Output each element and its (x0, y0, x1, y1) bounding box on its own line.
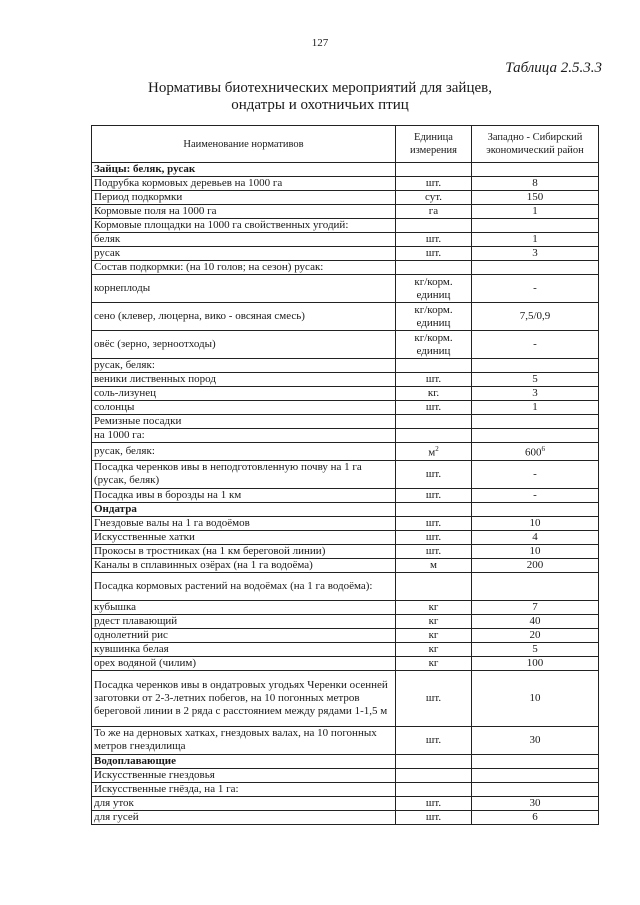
cell-value-sup: 6 (541, 445, 545, 453)
cell-unit (396, 163, 472, 177)
cell-value-text: 40 (529, 614, 541, 627)
cell-name: Зайцы: беляк, русак (92, 163, 396, 177)
cell-value (472, 219, 599, 233)
cell-value (472, 796, 599, 810)
table-row (92, 303, 599, 331)
table-row (92, 401, 599, 415)
table-row (92, 177, 599, 191)
cell-name: Посадка ивы в борозды на 1 км (92, 488, 396, 502)
section-row (92, 754, 599, 768)
cell-value-text: 7 (532, 600, 538, 613)
cell-value-text: 1 (532, 233, 538, 245)
table-row (92, 415, 599, 429)
table-row (92, 726, 599, 754)
table-row (92, 247, 599, 261)
cell-unit-text: м (430, 558, 437, 571)
cell-unit-text: шт. (425, 488, 442, 501)
cell-value (472, 754, 599, 768)
cell-unit-text: шт. (425, 544, 442, 557)
cell-value (472, 782, 599, 796)
cell-unit-text: кг. (427, 387, 440, 399)
table-row (92, 656, 599, 670)
cell-unit-text: шт. (425, 467, 442, 480)
cell-value (472, 670, 599, 726)
cell-unit (396, 233, 472, 247)
table-body (92, 163, 599, 825)
table-row (92, 261, 599, 275)
table-row (92, 782, 599, 796)
cell-unit (396, 401, 472, 415)
cell-value (472, 600, 599, 614)
cell-name: Искусственные гнездовья (92, 768, 396, 782)
cell-value (472, 460, 599, 488)
table-title (0, 80, 640, 114)
cell-unit (396, 782, 472, 796)
cell-unit-text: кг/корм. единиц (414, 331, 453, 357)
cell-value-text: 5 (532, 373, 538, 385)
cell-unit (396, 628, 472, 642)
cell-value-text: - (533, 488, 537, 501)
cell-unit (396, 247, 472, 261)
table-row (92, 530, 599, 544)
cell-value-text: 8 (532, 177, 538, 189)
cell-unit (396, 275, 472, 303)
cell-unit (396, 359, 472, 373)
cell-name: сено (клевер, люцерна, вико - овсяная смесь) (92, 303, 396, 331)
cell-value-text: 4 (532, 530, 538, 543)
cell-unit-text: кг (428, 656, 439, 669)
cell-value-text: 3 (532, 247, 538, 259)
table-row (92, 558, 599, 572)
cell-value (472, 275, 599, 303)
cell-unit-text: кг (428, 600, 439, 613)
cell-unit-text: кг/корм. единиц (414, 303, 453, 329)
cell-value-text: - (533, 467, 537, 480)
cell-value-text: 20 (529, 628, 541, 641)
cell-unit (396, 600, 472, 614)
cell-value (472, 205, 599, 219)
cell-name: Водоплавающие (92, 754, 396, 768)
cell-name: Каналы в сплавинных озёрах (на 1 га водоёма) (92, 558, 396, 572)
cell-name: для гусей (92, 810, 396, 824)
cell-value (472, 614, 599, 628)
table-row (92, 443, 599, 461)
table-row (92, 191, 599, 205)
cell-name: для уток (92, 796, 396, 810)
header-unit: Единица измерения (396, 126, 472, 163)
cell-unit-text: шт. (425, 177, 442, 189)
cell-value (472, 303, 599, 331)
cell-name: русак (92, 247, 396, 261)
cell-unit-text: кг (428, 642, 439, 655)
section-row (92, 502, 599, 516)
cell-unit-text: шт. (425, 401, 442, 413)
cell-name: Гнездовые валы на 1 га водоёмов (92, 516, 396, 530)
cell-value (472, 177, 599, 191)
cell-unit-text: шт. (425, 373, 442, 385)
cell-name: орех водяной (чилим) (92, 656, 396, 670)
cell-unit (396, 177, 472, 191)
cell-name: овёс (зерно, зерноотходы) (92, 331, 396, 359)
table-row (92, 810, 599, 824)
cell-value-text: 7,5/0,9 (519, 310, 551, 322)
cell-unit-text: га (428, 205, 439, 217)
cell-name: Посадка кормовых растений на водоёмах (на 1 га водоёма): (92, 572, 396, 600)
table-row (92, 544, 599, 558)
cell-value-text: 5 (532, 642, 538, 655)
cell-name: Прокосы в тростниках (на 1 км береговой линии) (92, 544, 396, 558)
cell-unit (396, 373, 472, 387)
cell-unit (396, 796, 472, 810)
page-number: 127 (311, 37, 329, 49)
cell-unit-text: шт. (425, 233, 442, 245)
cell-name: соль-лизунец (92, 387, 396, 401)
cell-value (472, 558, 599, 572)
cell-name: беляк (92, 233, 396, 247)
cell-unit-text: кг (428, 614, 439, 627)
cell-unit (396, 516, 472, 530)
table-row (92, 670, 599, 726)
header-value: Западно - Сибирский экономический район (472, 126, 599, 163)
cell-name: Посадка черенков ивы в ондатровых угодьях Черенки осенней заготовки от 2-3-летних побегов, на 10 погонных метров береговой линии в 2 ряда с расстоянием между рядами 1-1,5 м (92, 670, 396, 726)
cell-name: солонцы (92, 401, 396, 415)
cell-name: Состав подкормки: (на 10 голов; на сезон) русак: (92, 261, 396, 275)
cell-value (472, 502, 599, 516)
cell-unit (396, 530, 472, 544)
table-row (92, 600, 599, 614)
cell-name: кубышка (92, 600, 396, 614)
cell-value (472, 401, 599, 415)
cell-value-text: 150 (526, 191, 544, 203)
cell-name: Подрубка кормовых деревьев на 1000 га (92, 177, 396, 191)
cell-unit-text: шт. (425, 691, 442, 704)
table-row (92, 614, 599, 628)
cell-value-text: 3 (532, 387, 538, 399)
cell-value (472, 572, 599, 600)
table-row (92, 642, 599, 656)
cell-unit-text: шт. (425, 810, 442, 823)
cell-value (472, 516, 599, 530)
cell-name: русак, беляк: (92, 443, 396, 461)
cell-name: Кормовые поля на 1000 га (92, 205, 396, 219)
cell-value-text: 30 (529, 733, 541, 746)
cell-value (472, 359, 599, 373)
table-row (92, 768, 599, 782)
cell-name: Период подкормки (92, 191, 396, 205)
title-line-2: ондатры и охотничьих птиц (231, 97, 409, 113)
cell-value-text: 600 (525, 446, 542, 459)
cell-unit (396, 754, 472, 768)
cell-name: русак, беляк: (92, 359, 396, 373)
cell-unit (396, 670, 472, 726)
table-row (92, 387, 599, 401)
table-id: Таблица 2.5.3.3 (505, 60, 602, 76)
cell-unit (396, 191, 472, 205)
cell-value (472, 261, 599, 275)
cell-value (472, 726, 599, 754)
table-row (92, 373, 599, 387)
cell-value (472, 810, 599, 824)
cell-unit (396, 205, 472, 219)
cell-value (472, 233, 599, 247)
cell-value-text: 10 (529, 544, 541, 557)
cell-name: корнеплоды (92, 275, 396, 303)
cell-value-text: 30 (529, 796, 541, 809)
cell-unit (396, 572, 472, 600)
norms-table (91, 125, 599, 825)
cell-value-text: 200 (526, 558, 544, 571)
table-row (92, 331, 599, 359)
cell-unit (396, 488, 472, 502)
cell-name: рдест плавающий (92, 614, 396, 628)
cell-value-text: 6 (532, 810, 538, 823)
table-row (92, 275, 599, 303)
table-row (92, 572, 599, 600)
cell-value (472, 191, 599, 205)
cell-name: Ондатра (92, 502, 396, 516)
cell-name: на 1000 га: (92, 429, 396, 443)
cell-name: веники лиственных пород (92, 373, 396, 387)
cell-value (472, 429, 599, 443)
cell-name: Ремизные посадки (92, 415, 396, 429)
cell-value (472, 163, 599, 177)
cell-unit (396, 502, 472, 516)
cell-value (472, 544, 599, 558)
cell-name: однолетний рис (92, 628, 396, 642)
cell-unit (396, 558, 472, 572)
cell-unit-text: м (428, 446, 436, 459)
cell-unit (396, 642, 472, 656)
cell-value (472, 331, 599, 359)
cell-unit-text: шт. (425, 516, 442, 529)
cell-unit (396, 768, 472, 782)
cell-name: кувшинка белая (92, 642, 396, 656)
cell-unit (396, 656, 472, 670)
cell-value-text: - (533, 338, 537, 350)
table-row (92, 460, 599, 488)
cell-value-text: 1 (532, 401, 538, 413)
cell-unit (396, 415, 472, 429)
cell-unit-text: кг/корм. единиц (414, 275, 453, 301)
cell-unit (396, 331, 472, 359)
cell-unit (396, 460, 472, 488)
cell-name: Посадка черенков ивы в неподготовленную почву на 1 га (русак, беляк) (92, 460, 396, 488)
cell-value (472, 373, 599, 387)
cell-unit (396, 614, 472, 628)
cell-value-text: 10 (529, 516, 541, 529)
table-row (92, 205, 599, 219)
cell-unit-text: кг (428, 628, 439, 641)
table-row (92, 219, 599, 233)
table-row (92, 796, 599, 810)
cell-unit (396, 219, 472, 233)
cell-name: То же на дерновых хатках, гнездовых валах, на 10 погонных метров гнездилища (92, 726, 396, 754)
cell-name: Кормовые площадки на 1000 га свойственных угодий: (92, 219, 396, 233)
title-line-1: Нормативы биотехнических мероприятий для зайцев, (148, 80, 492, 96)
cell-value (472, 530, 599, 544)
cell-value (472, 488, 599, 502)
cell-unit (396, 726, 472, 754)
cell-value (472, 443, 599, 461)
cell-value (472, 247, 599, 261)
cell-unit (396, 387, 472, 401)
cell-value (472, 628, 599, 642)
table-row (92, 488, 599, 502)
cell-unit-text: шт. (425, 247, 442, 259)
cell-unit-text: шт. (425, 530, 442, 543)
table-header-row (92, 126, 599, 163)
cell-unit-text: шт. (425, 733, 442, 746)
cell-value-text: - (533, 282, 537, 294)
table-row (92, 516, 599, 530)
table-row (92, 628, 599, 642)
header-name: Наименование нормативов (92, 126, 396, 163)
cell-value-text: 1 (532, 205, 538, 217)
cell-value (472, 642, 599, 656)
cell-value-text: 10 (529, 691, 541, 704)
cell-value (472, 656, 599, 670)
cell-name: Искусственные гнёзда, на 1 га: (92, 782, 396, 796)
cell-unit-text: сут. (425, 191, 442, 203)
cell-unit (396, 810, 472, 824)
cell-unit (396, 544, 472, 558)
table-row (92, 429, 599, 443)
cell-unit-text: шт. (425, 796, 442, 809)
table-row (92, 359, 599, 373)
cell-value (472, 768, 599, 782)
cell-value (472, 387, 599, 401)
cell-value-text: 100 (526, 656, 544, 669)
cell-unit-sup: 2 (435, 445, 439, 453)
cell-unit (396, 429, 472, 443)
cell-value (472, 415, 599, 429)
cell-unit (396, 303, 472, 331)
table-row (92, 233, 599, 247)
cell-unit (396, 261, 472, 275)
cell-name: Искусственные хатки (92, 530, 396, 544)
cell-unit (396, 443, 472, 461)
section-row (92, 163, 599, 177)
